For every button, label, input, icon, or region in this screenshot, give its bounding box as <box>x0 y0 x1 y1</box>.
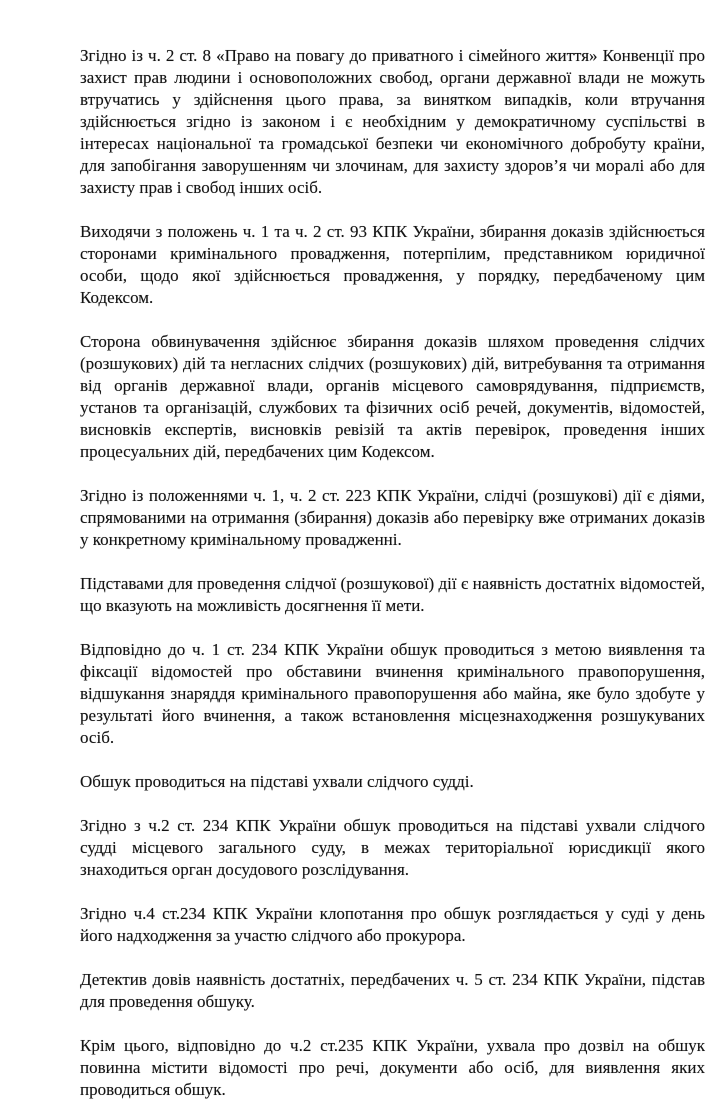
paragraph-prosecution-evidence: Сторона обвинувачення здійснює збирання доказів шляхом проведення слідчих (розшукових) дій та негласних слідчих (розшукових) дій, витребування та отримання від органів державної влади, органів місцевого самоврядування, підприємств, установ та організацій, службових та фізичних осіб речей, документів, відомостей, висновків експертів, висновків ревізій та актів перевірок, проведення інших процесуальних дій, передбачених цим Кодексом. <box>80 332 705 461</box>
paragraph-art223-investigative-actions: Згідно із положеннями ч. 1, ч. 2 ст. 223 КПК України, слідчі (розшукові) дії є діями, спрямованими на отримання (збирання) доказів або перевірку вже отриманих доказів у конкретному кримінальному провадженні. <box>80 486 705 549</box>
paragraph-detective-proved-grounds: Детектив довів наявність достатніх, передбачених ч. 5 ст. 234 КПК України, підстав для проведення обшуку. <box>80 970 705 1011</box>
paragraph-art234-part4-hearing: Згідно ч.4 ст.234 КПК України клопотання про обшук розглядається у суді у день його надходження за участю слідчого або прокурора. <box>80 904 705 945</box>
paragraph-art234-part2-jurisdiction: Згідно з ч.2 ст. 234 КПК України обшук проводиться на підставі ухвали слідчого судді місцевого загального суду, в межах територіальної юрисдикції якого знаходиться орган досудового розслідування. <box>80 816 705 879</box>
paragraph-art234-search-purpose: Відповідно до ч. 1 ст. 234 КПК України обшук проводиться з метою виявлення та фіксації відомостей про обставини вчинення кримінального правопорушення, відшукання знаряддя кримінального правопорушення або майна, яке було здобуте у результаті його вчинення, а також встановлення місцезнаходження розшукуваних осіб. <box>80 640 705 747</box>
paragraph-art235-ruling-contents: Крім цього, відповідно до ч.2 ст.235 КПК України, ухвала про дозвіл на обшук повинна містити відомості про речі, документи або осіб, для виявлення яких проводиться обшук. <box>80 1036 705 1099</box>
paragraph-art93-evidence-collection: Виходячи з положень ч. 1 та ч. 2 ст. 93 КПК України, збирання доказів здійснюється сторонами кримінального провадження, потерпілим, представником юридичної особи, щодо якої здійснюється провадження, у порядку, передбаченому цим Кодексом. <box>80 222 705 307</box>
paragraph-grounds-for-action: Підставами для проведення слідчої (розшукової) дії є наявність достатніх відомостей, що вказують на можливість досягнення її мети. <box>80 574 705 615</box>
paragraph-search-by-ruling: Обшук проводиться на підставі ухвали слідчого судді. <box>80 772 474 791</box>
document-body <box>80 45 705 1101</box>
paragraph-convention-art8: Згідно із ч. 2 ст. 8 «Право на повагу до приватного і сімейного життя» Конвенції про захист прав людини і основоположних свобод, органи державної влади не можуть втручатись у здійснення цього права, за винятком випадків, коли втручання здійснюється згідно із законом і є необхідним у демократичному суспільстві в інтересах національної та громадської безпеки чи економічного добробуту країни, для запобігання заворушенням чи злочинам, для захисту здоров’я чи моралі або для захисту прав і свобод інших осіб. <box>80 46 705 197</box>
